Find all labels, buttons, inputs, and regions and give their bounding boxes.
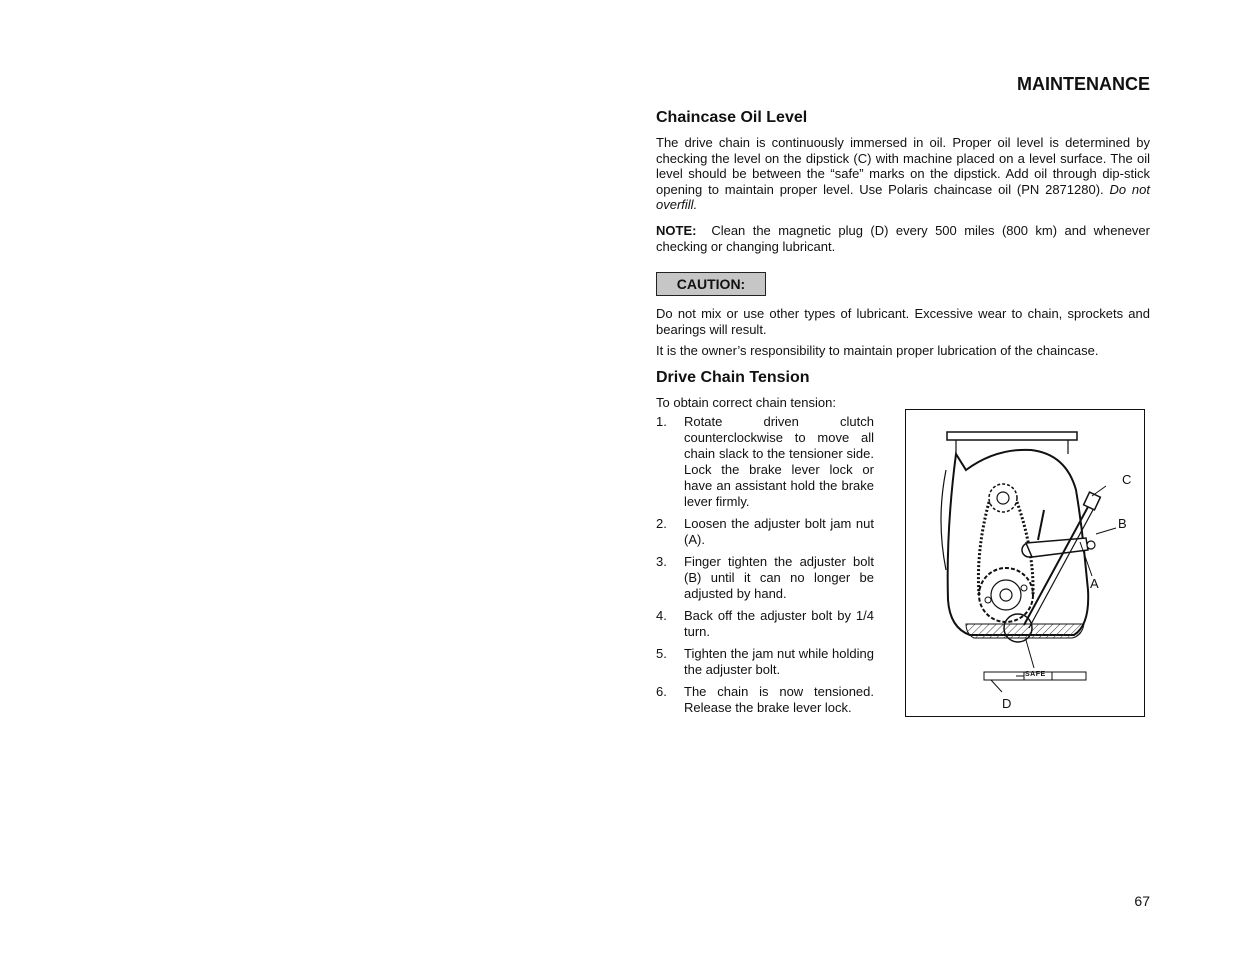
oil-level-paragraph <box>656 135 1150 213</box>
list-item <box>656 608 874 640</box>
step-number: 1. <box>656 414 667 429</box>
list-item <box>656 684 874 716</box>
step-number: 2. <box>656 516 667 531</box>
step-number: 3. <box>656 554 667 569</box>
step-number: 6. <box>656 684 667 699</box>
step-text: Tighten the jam nut while holding the adjuster bolt. <box>684 646 874 677</box>
note-paragraph <box>656 223 1150 254</box>
step-text: Loosen the adjuster bolt jam nut (A). <box>684 516 874 547</box>
list-item <box>656 414 874 510</box>
step-text: Rotate driven clutch counterclockwise to move all chain slack to the tensioner side. Lock the brake lever lock or have an assistant hold the brake lever firmly. <box>684 414 874 509</box>
list-item <box>656 516 874 548</box>
step-number: 4. <box>656 608 667 623</box>
list-item <box>656 646 874 678</box>
figure-label-b: B <box>1118 516 1127 531</box>
caution-text-1: Do not mix or use other types of lubricant. Excessive wear to chain, sprockets and bearings will result. <box>656 306 1150 337</box>
caution-label-box: CAUTION: <box>656 272 766 296</box>
chaincase-figure <box>905 409 1145 717</box>
step-text: Finger tighten the adjuster bolt (B) until it can no longer be adjusted by hand. <box>684 554 874 601</box>
step-number: 5. <box>656 646 667 661</box>
figure-label-a: A <box>1090 576 1099 591</box>
page-number: 67 <box>1134 893 1150 909</box>
chaincase-illustration <box>906 410 1143 715</box>
tension-intro: To obtain correct chain tension: <box>656 395 836 410</box>
note-label: NOTE: <box>656 223 697 238</box>
section-heading-drive-chain-tension: Drive Chain Tension <box>656 369 810 386</box>
tension-steps-list <box>656 414 874 722</box>
note-text: Clean the magnetic plug (D) every 500 miles (800 km) and whenever checking or changing lubricant. <box>656 223 1150 254</box>
step-text: Back off the adjuster bolt by 1/4 turn. <box>684 608 874 639</box>
page-header: MAINTENANCE <box>1017 74 1150 94</box>
figure-label-c: C <box>1122 472 1132 487</box>
section-heading-oil-level: Chaincase Oil Level <box>656 109 808 126</box>
oil-level-emphasis: Do not overfill. <box>656 181 1150 212</box>
caution-text-2: It is the owner’s responsibility to maintain proper lubrication of the chaincase. <box>656 343 1099 358</box>
dipstick-safe-text: SAFE <box>1025 671 1046 678</box>
list-item <box>656 554 874 602</box>
step-text: The chain is now tensioned. Release the brake lever lock. <box>684 684 874 715</box>
oil-level-body: The drive chain is continuously immersed in oil. Proper oil level is determined by checking the level on the dipstick (C) with machine placed on a level surface. The oil level should be between the “safe” marks on the dipstick. Add oil through dip-stick opening to maintain proper level. Use Polaris chaincase oil (PN 2871280). <box>656 135 1150 197</box>
figure-label-d: D <box>1002 696 1012 711</box>
